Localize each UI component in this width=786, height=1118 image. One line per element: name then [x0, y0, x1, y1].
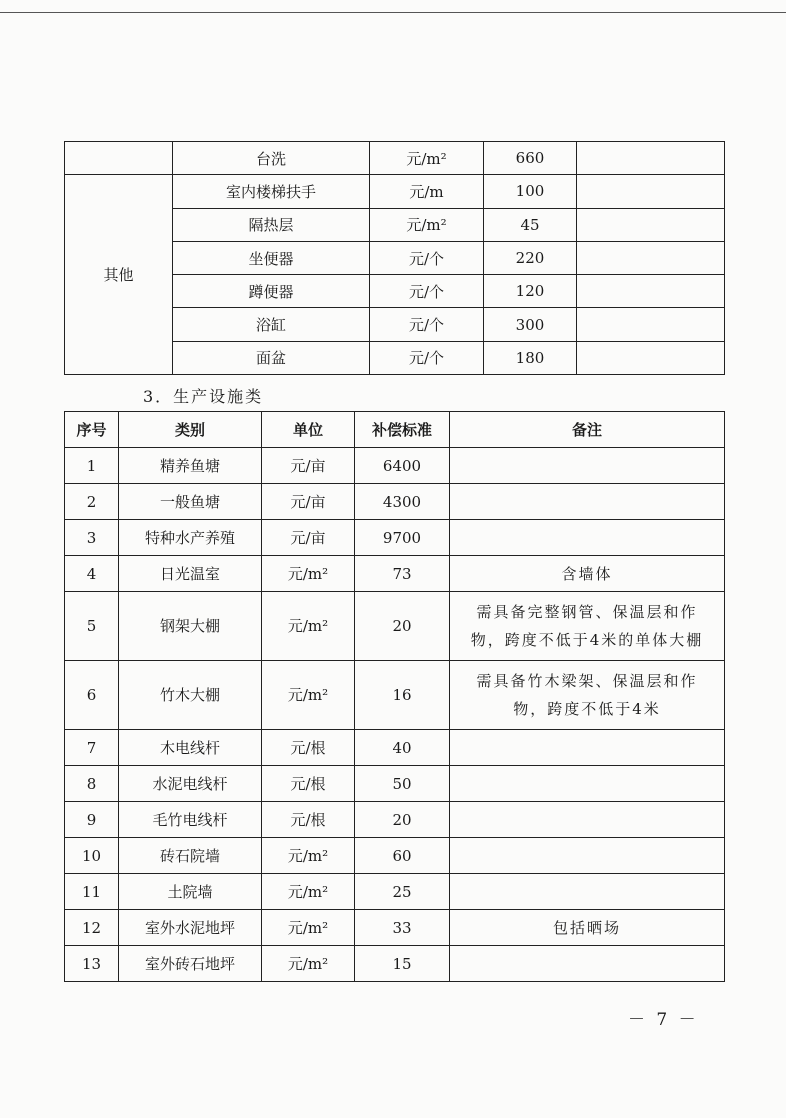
row-standard: 40 [355, 730, 450, 766]
row-no: 6 [65, 661, 119, 730]
item-value: 660 [484, 142, 577, 175]
item-unit: 元/m² [370, 208, 484, 241]
item-remark [577, 341, 725, 374]
item-name: 面盆 [173, 341, 370, 374]
header-no: 序号 [65, 412, 119, 448]
row-no: 9 [65, 802, 119, 838]
header-standard: 补偿标准 [355, 412, 450, 448]
row-unit: 元/亩 [262, 520, 355, 556]
table-header-row [65, 412, 725, 448]
row-unit: 元/亩 [262, 448, 355, 484]
table-row [65, 592, 725, 661]
production-facility-table [64, 411, 725, 982]
item-remark [577, 308, 725, 341]
row-no: 4 [65, 556, 119, 592]
row-no: 3 [65, 520, 119, 556]
item-value: 180 [484, 341, 577, 374]
row-remark [450, 838, 725, 874]
row-standard: 6400 [355, 448, 450, 484]
table-row [65, 730, 725, 766]
table-row [65, 484, 725, 520]
row-standard: 50 [355, 766, 450, 802]
row-remark [450, 484, 725, 520]
row-remark [450, 874, 725, 910]
table-row [65, 448, 725, 484]
table-row [65, 910, 725, 946]
row-remark: 含墙体 [450, 556, 725, 592]
item-unit: 元/个 [370, 341, 484, 374]
row-type: 木电线杆 [119, 730, 262, 766]
row-no: 2 [65, 484, 119, 520]
item-remark [577, 241, 725, 274]
row-type: 钢架大棚 [119, 592, 262, 661]
item-remark [577, 275, 725, 308]
table-row [65, 142, 725, 175]
table-row [65, 766, 725, 802]
row-standard: 16 [355, 661, 450, 730]
row-type: 室外水泥地坪 [119, 910, 262, 946]
row-remark [450, 766, 725, 802]
row-standard: 15 [355, 946, 450, 982]
item-remark [577, 142, 725, 175]
page-number: － 7 － [628, 1010, 699, 1030]
item-remark [577, 208, 725, 241]
row-remark: 需具备完整钢管、保温层和作物，跨度不低于4米的单体大棚 [450, 592, 725, 661]
row-unit: 元/亩 [262, 484, 355, 520]
item-unit: 元/m [370, 175, 484, 208]
row-no: 13 [65, 946, 119, 982]
row-no: 12 [65, 910, 119, 946]
section-title: 3．生产设施类 [143, 387, 264, 406]
row-standard: 9700 [355, 520, 450, 556]
row-unit: 元/m² [262, 592, 355, 661]
row-remark [450, 520, 725, 556]
table-row [65, 802, 725, 838]
row-unit: 元/m² [262, 556, 355, 592]
item-unit: 元/个 [370, 308, 484, 341]
header-remark: 备注 [450, 412, 725, 448]
table-row [65, 661, 725, 730]
item-value: 300 [484, 308, 577, 341]
group-cell [65, 142, 173, 175]
group-cell-other: 其他 [65, 175, 173, 375]
row-standard: 73 [355, 556, 450, 592]
row-unit: 元/m² [262, 910, 355, 946]
row-remark [450, 448, 725, 484]
row-no: 11 [65, 874, 119, 910]
row-unit: 元/m² [262, 874, 355, 910]
row-type: 水泥电线杆 [119, 766, 262, 802]
item-name: 浴缸 [173, 308, 370, 341]
row-remark [450, 946, 725, 982]
table-row [65, 838, 725, 874]
item-value: 220 [484, 241, 577, 274]
item-unit: 元/个 [370, 241, 484, 274]
row-remark: 包括晒场 [450, 910, 725, 946]
item-name: 坐便器 [173, 241, 370, 274]
row-unit: 元/根 [262, 802, 355, 838]
row-type: 精养鱼塘 [119, 448, 262, 484]
row-unit: 元/根 [262, 730, 355, 766]
item-unit: 元/个 [370, 275, 484, 308]
row-unit: 元/m² [262, 838, 355, 874]
row-type: 一般鱼塘 [119, 484, 262, 520]
row-standard: 20 [355, 802, 450, 838]
row-remark [450, 730, 725, 766]
row-no: 8 [65, 766, 119, 802]
top-compensation-table [64, 141, 725, 375]
row-no: 7 [65, 730, 119, 766]
item-value: 120 [484, 275, 577, 308]
row-type: 土院墙 [119, 874, 262, 910]
item-unit: 元/m² [370, 142, 484, 175]
row-standard: 60 [355, 838, 450, 874]
row-standard: 4300 [355, 484, 450, 520]
table-row [65, 946, 725, 982]
row-no: 5 [65, 592, 119, 661]
row-unit: 元/m² [262, 661, 355, 730]
item-name: 室内楼梯扶手 [173, 175, 370, 208]
item-remark [577, 175, 725, 208]
row-type: 砖石院墙 [119, 838, 262, 874]
item-name: 隔热层 [173, 208, 370, 241]
row-no: 10 [65, 838, 119, 874]
row-standard: 33 [355, 910, 450, 946]
item-name: 台洗 [173, 142, 370, 175]
header-type: 类别 [119, 412, 262, 448]
row-unit: 元/根 [262, 766, 355, 802]
row-type: 竹木大棚 [119, 661, 262, 730]
row-type: 特种水产养殖 [119, 520, 262, 556]
row-no: 1 [65, 448, 119, 484]
item-name: 蹲便器 [173, 275, 370, 308]
item-value: 100 [484, 175, 577, 208]
table-row [65, 175, 725, 208]
row-standard: 25 [355, 874, 450, 910]
row-type: 日光温室 [119, 556, 262, 592]
row-remark [450, 802, 725, 838]
row-unit: 元/m² [262, 946, 355, 982]
page-top-rule [0, 12, 786, 13]
item-value: 45 [484, 208, 577, 241]
row-type: 室外砖石地坪 [119, 946, 262, 982]
table-row [65, 874, 725, 910]
table-row [65, 556, 725, 592]
header-unit: 单位 [262, 412, 355, 448]
row-remark: 需具备竹木梁架、保温层和作物，跨度不低于4米 [450, 661, 725, 730]
row-standard: 20 [355, 592, 450, 661]
table-row [65, 520, 725, 556]
row-type: 毛竹电线杆 [119, 802, 262, 838]
